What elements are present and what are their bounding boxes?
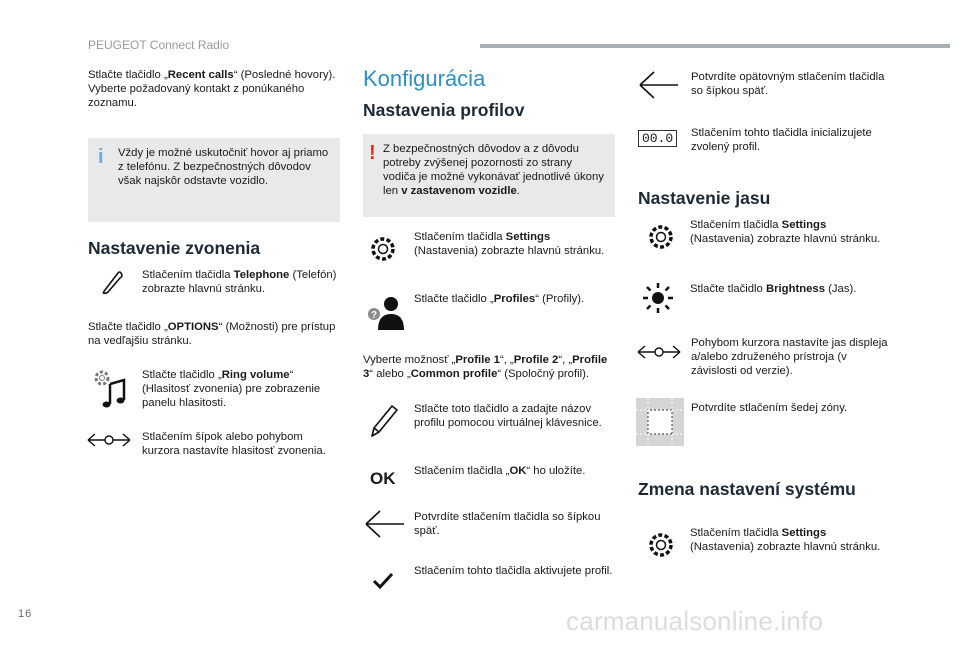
step-profiles: ? Stlačte tlačidlo „Profiles“ (Profily). [366, 292, 616, 332]
step-ok: OK Stlačením tlačidla „OK“ ho uložíte. [370, 464, 616, 488]
page-number: 16 [18, 608, 33, 620]
svg-text:?: ? [370, 310, 378, 321]
step-back: Potvrdíte stlačením tlačidla so šípkou späť. [364, 508, 616, 544]
step-ring-volume: Stlačte tlačidlo „Ring volume“ (Hlasitosť zvonenia) pre zobrazenie panelu hlasitosti. [90, 366, 340, 412]
pencil-icon [368, 402, 402, 436]
slider-arrows-icon [636, 340, 670, 374]
settings-gear-icon [368, 234, 402, 268]
telephone-icon [96, 268, 130, 302]
info-icon: i [98, 146, 104, 168]
ring-volume-icon [90, 366, 124, 400]
settings-gear-icon [646, 530, 680, 564]
step-back-again: Potvrdíte opätovným stlačením tlačidla so šípkou späť. [638, 68, 888, 108]
step-edit-name: Stlačte toto tlačidlo a zadajte názov profilu pomocou virtuálnej klávesnice. [368, 402, 616, 448]
options-paragraph: Stlačte tlačidlo „OPTIONS“ (Možnosti) pre prístup na vedľajšiu stránku. [88, 321, 336, 347]
brightness-icon [640, 280, 674, 314]
step-settings-system: Stlačením tlačidla Settings (Nastavenia) zobrazte hlavnú stránku. [646, 526, 890, 572]
step-arrows: Stlačením šípok alebo pohybom kurzora nastavíte hlasitosť zvonenia. [86, 428, 338, 460]
heading-profiles: Nastavenia profilov [363, 100, 525, 120]
step-brightness: Stlačte tlačidlo Brightness (Jas). [640, 280, 890, 316]
profile-user-icon [366, 292, 400, 326]
header-rule [480, 44, 950, 48]
step-cursor: Pohybom kurzora nastavíte jas displeja a/alebo združeného prístroja (v závislosti od verzie). [636, 336, 890, 382]
warning-note: ! Z bezpečnostných dôvodov a z dôvodu potreby zvýšenej pozornosti zo strany vodiča je možné vykonávať jednotlivé úkony len v zastavenom vozidle. [363, 134, 615, 217]
slider-arrows-icon [86, 428, 120, 462]
step-settings-brightness: Stlačením tlačidla Settings (Nastavenia) zobrazte hlavnú stránku. [646, 218, 890, 264]
warning-icon: ! [369, 142, 376, 164]
back-arrow-icon [638, 68, 672, 102]
step-settings-profiles: Stlačením tlačidla Settings (Nastavenia) zobrazte hlavnú stránku. [368, 230, 616, 276]
recent-calls-paragraph: Stlačte tlačidlo „Recent calls“ (Posledné hovory). Vyberte požadovaný kontakt z ponúkaného zoznamu. [88, 69, 336, 109]
running-header: PEUGEOT Connect Radio [88, 38, 230, 52]
heading-ringtone: Nastavenie zvonenia [88, 238, 261, 258]
step-reset: 00.0 Stlačením tohto tlačidla inicializujete zvolený profil. [638, 126, 888, 156]
choose-profile-paragraph: Vyberte možnosť „Profile 1“, „Profile 2“, „Profile 3“ alebo „Common profile“ (Spoločný profil). [363, 354, 608, 380]
step-activate: Stlačením tohto tlačidla aktivujete profil. [372, 564, 616, 594]
heading-system: Zmena nastavení systému [638, 479, 856, 499]
step-grey-zone: Potvrdíte stlačením šedej zóny. [636, 398, 890, 446]
back-arrow-icon [364, 508, 398, 542]
checkmark-icon [372, 572, 406, 606]
step-telephone: Stlačením tlačidla Telephone (Telefón) zobrazte hlavnú stránku. [96, 268, 336, 302]
settings-gear-icon [646, 222, 680, 256]
section-title: Konfigurácia [363, 66, 486, 91]
grey-zone-icon [636, 398, 684, 446]
ok-button-label: OK [370, 469, 396, 488]
reset-button-label: 00.0 [638, 130, 677, 164]
info-note: i Vždy je možné uskutočniť hovor aj priamo z telefónu. Z bezpečnostných dôvodov však najskôr odstavte vozidlo. [88, 138, 340, 222]
heading-brightness: Nastavenie jasu [638, 188, 771, 208]
watermark: carmanualsonline.info [566, 606, 824, 636]
